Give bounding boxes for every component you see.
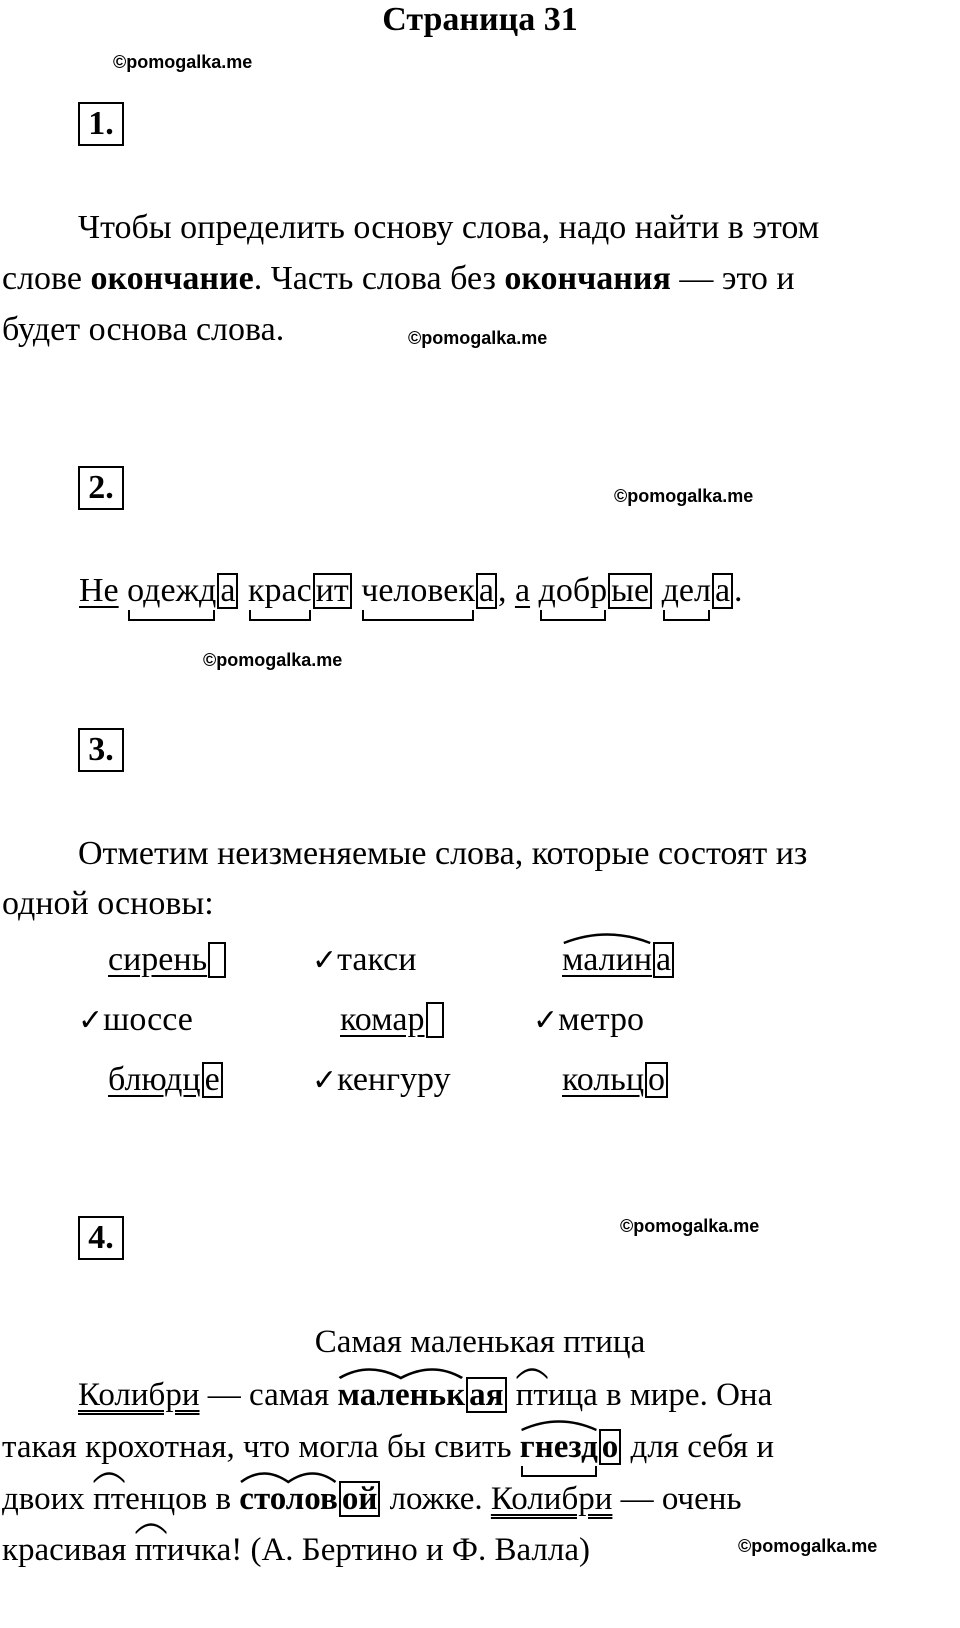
text-line-4: красивая птичка! (А. Бертино и Ф. Валла) [2, 1530, 590, 1570]
check-icon: ✓ [78, 1003, 104, 1038]
root-arc-icon [135, 1520, 167, 1534]
root-arc-icon [239, 1469, 338, 1483]
word-bludtse: блюдц е [108, 1060, 224, 1100]
task2-proverb: Не одежд а крас ит человек а , а добр ые дел а . [79, 572, 743, 609]
root-arc-icon [337, 1365, 465, 1379]
task-number-4: 4. [78, 1216, 124, 1260]
word-shosse: ✓шоссе [78, 1001, 193, 1038]
text-line-1: Колибри — самая маленьк ая птица в мире. Она [78, 1375, 772, 1415]
task1-line-1: Чтобы определить основу слова, надо найти в этом [78, 209, 820, 246]
root-arc-icon [516, 1365, 548, 1379]
word-metro: ✓метро [533, 1001, 645, 1038]
word-kenguru: ✓кенгуру [312, 1061, 451, 1098]
task-number-1: 1. [78, 102, 124, 146]
text-line-2: такая крохотная, что могла бы свить гнезд о для себя и [2, 1427, 774, 1467]
text-heading: Самая маленькая птица [314, 1324, 646, 1360]
watermark: ©pomogalka.me [614, 486, 754, 506]
task-number-3: 3. [78, 728, 124, 772]
watermark: ©pomogalka.me [738, 1536, 878, 1556]
watermark: ©pomogalka.me [620, 1216, 760, 1236]
task3-line-1: Отметим неизменяемые слова, которые состоят из [78, 835, 808, 872]
task-number-2: 2. [78, 466, 124, 510]
task3-line-2: одной основы: [2, 885, 214, 922]
check-icon: ✓ [312, 1063, 338, 1098]
task1-line-2: слове окончание. Часть слова без окончания — это и [2, 260, 795, 297]
watermark: ©pomogalka.me [408, 328, 548, 348]
watermark: ©pomogalka.me [113, 52, 253, 72]
check-icon: ✓ [533, 1003, 559, 1038]
word-koltso: кольц о [562, 1060, 669, 1100]
text-line-3: двоих птенцов в столов ой ложке. Колибри — очень [2, 1479, 742, 1519]
watermark: ©pomogalka.me [203, 650, 343, 670]
task1-line-3: будет основа слова. [2, 311, 285, 348]
word-taxi: ✓такси [312, 941, 417, 978]
word-siren: сирень [108, 940, 227, 980]
root-arc-icon [562, 930, 652, 944]
root-arc-icon [93, 1469, 125, 1483]
word-malina: малин а [562, 940, 675, 980]
page-title: Страница 31 [382, 1, 578, 38]
check-icon: ✓ [312, 943, 338, 978]
word-komar: комар [340, 1000, 445, 1040]
